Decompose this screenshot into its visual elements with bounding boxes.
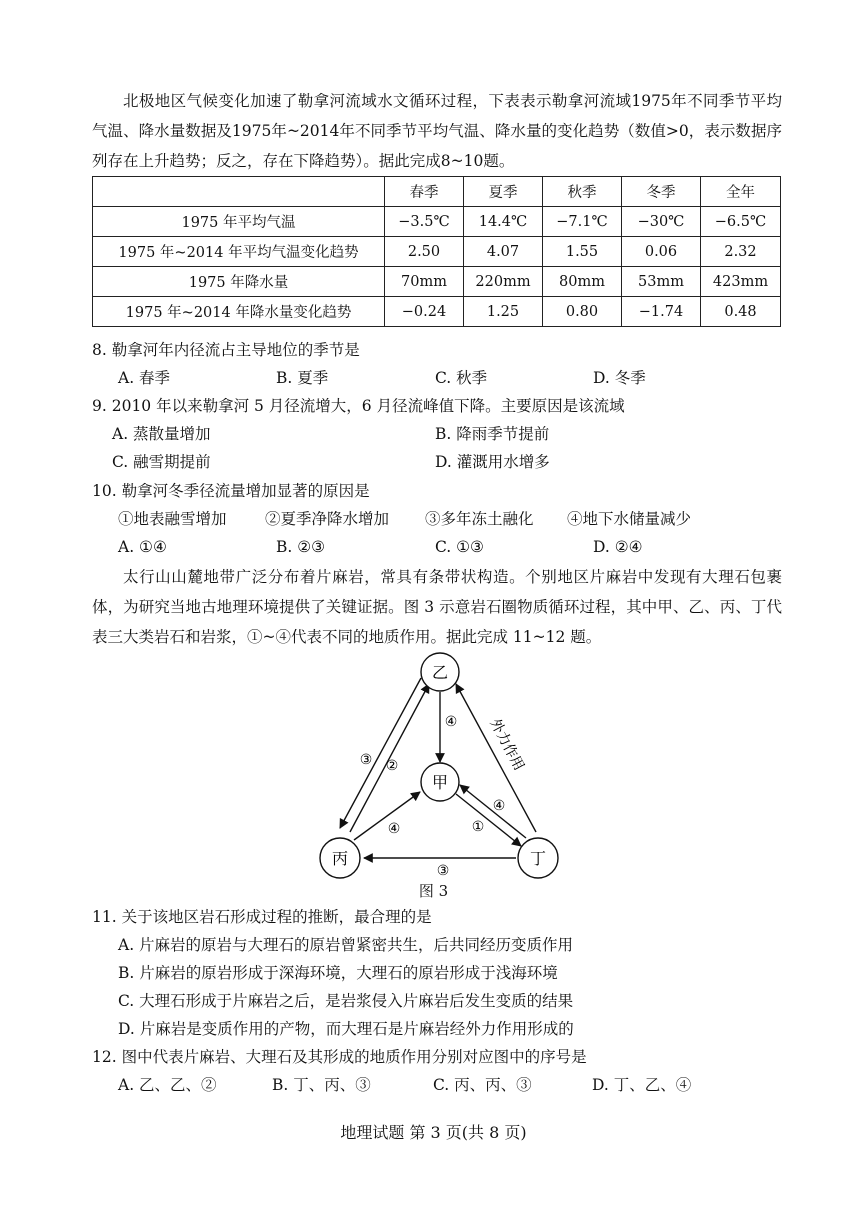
table-row	[93, 297, 781, 327]
table-header-cell: 冬季	[622, 177, 701, 207]
table-cell: −6.5℃	[701, 207, 781, 237]
q10-option-d: D. ②④	[593, 538, 643, 556]
q9-option-d: D. 灌溉用水增多	[435, 453, 550, 471]
node-jia	[421, 763, 459, 801]
q9-option-c: C. 融雪期提前	[112, 453, 211, 471]
question-11-stem: 11. 关于该地区岩石形成过程的推断，最合理的是	[92, 908, 432, 926]
node-ding	[518, 838, 558, 878]
q12-option-a: A. 乙、乙、②	[118, 1076, 217, 1094]
q10-item-3: ③多年冻土融化	[425, 510, 534, 528]
q12-option-d: D. 丁、乙、④	[592, 1076, 692, 1094]
q11-option-a: A. 片麻岩的原岩与大理石的原岩曾紧密共生，后共同经历变质作用	[118, 936, 574, 954]
table-header-row	[93, 177, 781, 207]
node-ding-label: 丁	[529, 849, 547, 868]
table-cell: 220mm	[464, 267, 543, 297]
q10-option-b: B. ②③	[276, 538, 326, 556]
q11-option-c: C. 大理石形成于片麻岩之后，是岩浆侵入片麻岩后发生变质的结果	[118, 992, 574, 1010]
question-8-stem: 8. 勒拿河年内径流占主导地位的季节是	[92, 341, 360, 359]
q10-option-a: A. ①④	[118, 538, 167, 556]
q8-option-c: C. 秋季	[435, 369, 488, 387]
table-cell: 1.55	[543, 237, 622, 267]
table-header-cell: 夏季	[464, 177, 543, 207]
q9-option-a: A. 蒸散量增加	[112, 425, 211, 443]
table-row	[93, 267, 781, 297]
table-header-cell	[93, 177, 385, 207]
label-yi-jia: ④	[444, 714, 458, 730]
label-bing-jia: ④	[387, 821, 401, 837]
q8-option-b: B. 夏季	[276, 369, 329, 387]
q8-option-d: D. 冬季	[593, 369, 646, 387]
table-cell: 1975 年降水量	[93, 267, 385, 297]
table-cell: 70mm	[385, 267, 464, 297]
table-header-cell: 秋季	[543, 177, 622, 207]
table-cell: 80mm	[543, 267, 622, 297]
q11-option-d: D. 片麻岩是变质作用的产物，而大理石是片麻岩经外力作用形成的	[118, 1020, 574, 1038]
taihang-intro: 太行山山麓地带广泛分布着片麻岩，常具有条带状构造。个别地区片麻岩中发现有大理石包裹体，为研究当地古地理环境提供了关键证据。图 3 示意岩石圈物质循环过程，其中甲、乙、丙、丁代表三大类岩石和岩浆，①~④代表不同的地质作用。据此完成 11~12 题。	[92, 568, 782, 646]
table-cell: −1.74	[622, 297, 701, 327]
q10-option-c: C. ①③	[435, 538, 484, 556]
q9-option-b: B. 降雨季节提前	[435, 425, 550, 443]
table-row	[93, 237, 781, 267]
label-ding-jia-b: ④	[492, 798, 506, 814]
label-left-outer: ③	[359, 752, 373, 768]
table-cell: −0.24	[385, 297, 464, 327]
q12-option-b: B. 丁、丙、③	[272, 1076, 371, 1094]
table-cell: 2.32	[701, 237, 781, 267]
table-cell: 1975 年~2014 年降水量变化趋势	[93, 297, 385, 327]
node-jia-label: 甲	[431, 773, 449, 792]
q10-item-1: ①地表融雪增加	[118, 510, 227, 528]
table-cell: 2.50	[385, 237, 464, 267]
question-10-stem: 10. 勒拿河冬季径流量增加显著的原因是	[92, 482, 370, 500]
q11-option-b: B. 片麻岩的原岩形成于深海环境，大理石的原岩形成于浅海环境	[118, 964, 558, 982]
label-ding-bing: ③	[436, 863, 450, 879]
lena-climate-table	[92, 176, 781, 327]
table-cell: 1975 年~2014 年平均气温变化趋势	[93, 237, 385, 267]
label-ding-jia-a: ①	[471, 819, 485, 835]
question-12-stem: 12. 图中代表片麻岩、大理石及其形成的地质作用分别对应图中的序号是	[92, 1048, 587, 1066]
arrow-yi-to-bing	[340, 678, 421, 828]
q10-item-4: ④地下水储量减少	[567, 510, 692, 528]
figure-3-caption: 图 3	[418, 882, 449, 900]
table-cell: 53mm	[622, 267, 701, 297]
lena-river-intro: 北极地区气候变化加速了勒拿河流域水文循环过程，下表表示勒拿河流域1975年不同季节平均气温、降水量数据及1975年~2014年不同季节平均气温、降水量的变化趋势（数值>0，表示数据序列存在上升趋势；反之，存在下降趋势）。据此完成8~10题。	[92, 92, 782, 170]
table-cell: 0.06	[622, 237, 701, 267]
table-cell: 4.07	[464, 237, 543, 267]
rock-cycle-diagram	[300, 652, 580, 892]
table-cell: −3.5℃	[385, 207, 464, 237]
node-bing-label: 丙	[331, 849, 349, 868]
table-cell: 0.80	[543, 297, 622, 327]
q10-item-2: ②夏季净降水增加	[265, 510, 390, 528]
table-cell: 0.48	[701, 297, 781, 327]
table-header-cell: 全年	[701, 177, 781, 207]
label-external-force: 外力作用	[486, 716, 527, 774]
table-cell: 1.25	[464, 297, 543, 327]
q8-option-a: A. 春季	[118, 369, 171, 387]
arrow-jia-to-ding	[456, 794, 521, 846]
table-cell: 1975 年平均气温	[93, 207, 385, 237]
table-row	[93, 207, 781, 237]
table-cell: 14.4℃	[464, 207, 543, 237]
node-yi	[421, 653, 459, 691]
table-cell: −30℃	[622, 207, 701, 237]
table-cell: −7.1℃	[543, 207, 622, 237]
question-9-stem: 9. 2010 年以来勒拿河 5 月径流增大，6 月径流峰值下降。主要原因是该流域	[92, 397, 625, 415]
label-left-inner: ②	[385, 758, 399, 774]
node-bing	[320, 838, 360, 878]
table-header-cell: 春季	[385, 177, 464, 207]
q12-option-c: C. 丙、丙、③	[433, 1076, 532, 1094]
page-footer: 地理试题 第 3 页(共 8 页)	[340, 1123, 527, 1142]
node-yi-label: 乙	[431, 663, 449, 682]
table-cell: 423mm	[701, 267, 781, 297]
